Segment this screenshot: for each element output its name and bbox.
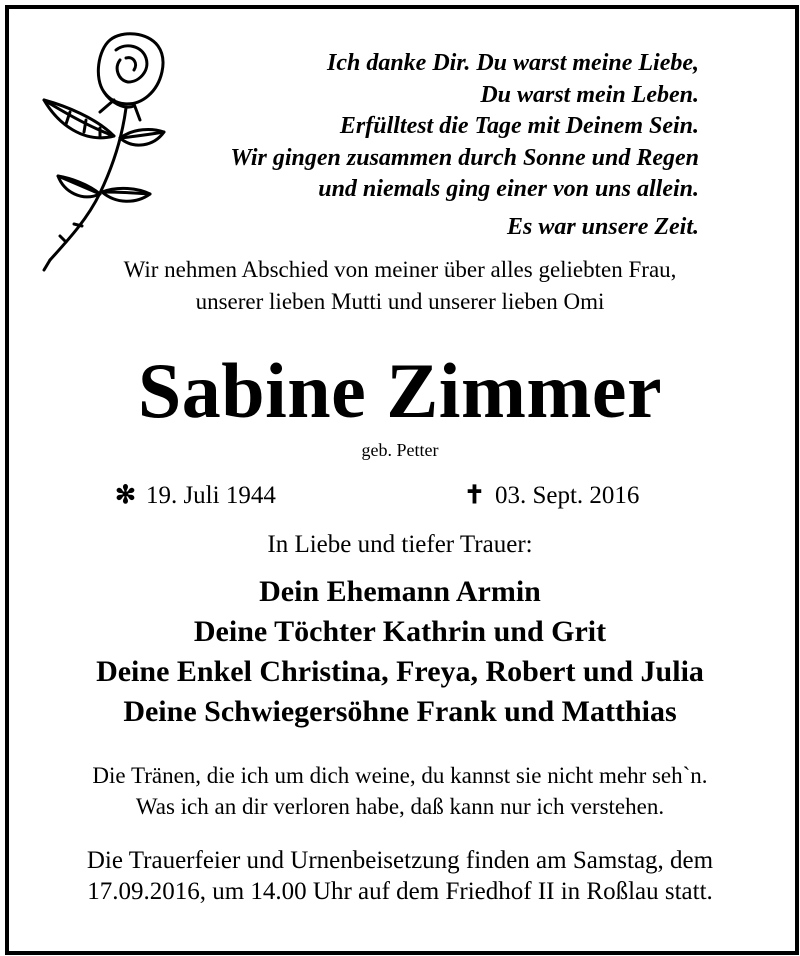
intro-line: unserer lieben Mutti und unserer lieben Omi — [195, 289, 605, 314]
intro-line: Wir nehmen Abschied von meiner über alles geliebten Frau, — [123, 257, 677, 282]
birth-info — [115, 480, 276, 510]
death-cross-icon: ✝ — [464, 482, 485, 509]
poem — [230, 48, 699, 243]
death-date: 03. Sept. 2016 — [494, 482, 640, 509]
poem-line: und niemals ging einer von uns allein. — [318, 176, 699, 202]
poem-line: Du warst mein Leben. — [480, 81, 699, 108]
intro-text — [0, 254, 800, 318]
notice-line: 17.09.2016, um 14.00 Uhr auf dem Friedhof II in Roßlau statt. — [87, 878, 713, 905]
maiden-name: geb. Petter — [361, 440, 439, 460]
mourner-line: Deine Töchter Kathrin und Grit — [193, 615, 607, 648]
mourner-line: Dein Ehemann Armin — [259, 575, 541, 608]
mourner-line: Deine Schwiegersöhne Frank und Matthias — [123, 695, 677, 728]
poem-closing: Es war unsere Zeit. — [506, 213, 699, 240]
funeral-notice — [0, 845, 800, 907]
birth-date: 19. Juli 1944 — [145, 482, 276, 509]
mourners-list — [0, 572, 800, 732]
verse — [0, 760, 800, 822]
deceased-name: Sabine Zimmer — [137, 347, 663, 434]
verse-line: Was ich an dir verloren habe, daß kann nur ich verstehen. — [135, 794, 665, 819]
notice-line: Die Trauerfeier und Urnenbeisetzung finden am Samstag, dem — [86, 847, 714, 874]
mourner-line: Deine Enkel Christina, Freya, Robert und Julia — [96, 655, 704, 688]
poem-line: Ich danke Dir. Du warst meine Liebe, — [326, 50, 699, 76]
verse-line: Die Tränen, die ich um dich weine, du kannst sie nicht mehr seh`n. — [92, 763, 708, 788]
rose-icon — [30, 28, 180, 273]
poem-line: Wir gingen zusammen durch Sonne und Regen — [230, 144, 699, 171]
mourners-heading: In Liebe und tiefer Trauer: — [267, 531, 533, 558]
birth-star-icon: ✻ — [115, 482, 136, 509]
poem-line: Erfülltest die Tage mit Deinem Sein. — [339, 113, 699, 139]
death-info — [464, 480, 639, 510]
